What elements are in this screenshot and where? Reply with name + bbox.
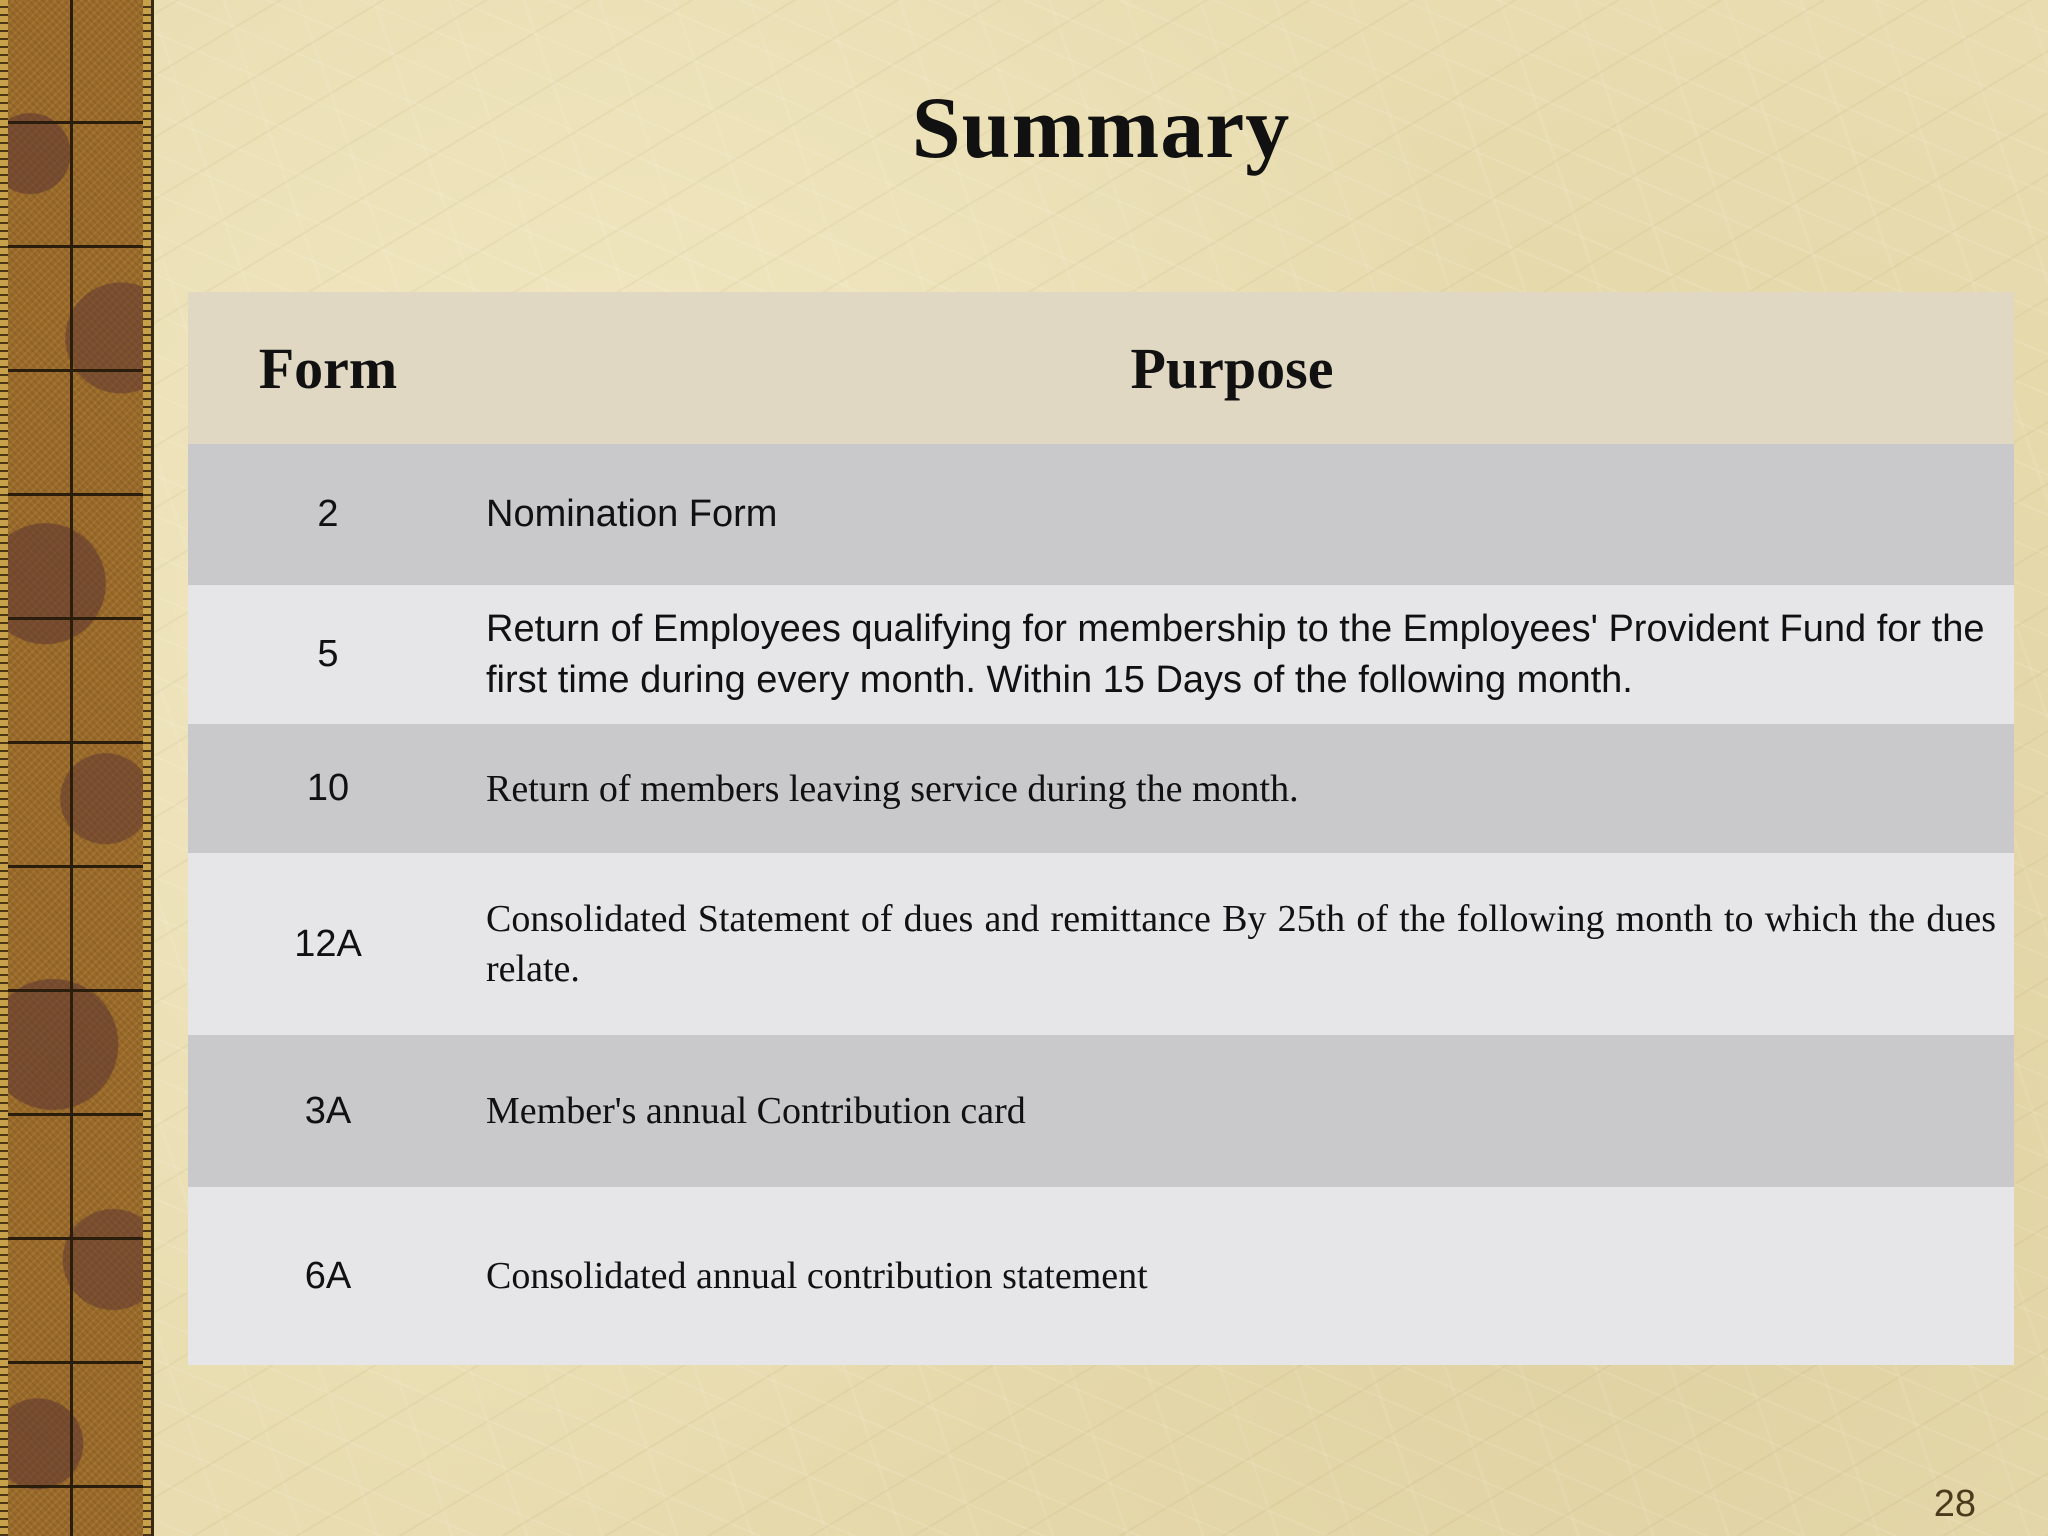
table-row: [188, 1187, 2014, 1365]
border-edge-left: [0, 0, 8, 1536]
decorative-border: [0, 0, 154, 1536]
table-row: [188, 1035, 2014, 1187]
form-purpose: Consolidated Statement of dues and remittance By 25th of the following month to which the dues relate.: [486, 898, 1996, 990]
border-grid-pattern: [0, 0, 151, 1536]
table-header-row: [188, 292, 2014, 444]
form-number: 12A: [294, 922, 362, 965]
table-row: [188, 853, 2014, 1035]
table-row: [188, 724, 2014, 853]
form-purpose: Nomination Form: [486, 493, 778, 535]
summary-table: [188, 292, 2014, 1365]
page-number: 28: [1933, 1483, 1976, 1525]
form-number: 6A: [304, 1254, 352, 1297]
table-row: [188, 585, 2014, 724]
form-purpose: Member's annual Contribution card: [486, 1090, 1026, 1132]
form-purpose: Consolidated annual contribution statement: [486, 1255, 1148, 1297]
border-edge-right: [143, 0, 151, 1536]
form-number: 10: [306, 767, 350, 809]
header-purpose: Purpose: [1130, 335, 1334, 401]
form-purpose: Return of Employees qualifying for membership to the Employees' Provident Fund for the first time during every month. Within 15 Days of the following month.: [486, 607, 1985, 701]
header-form: Form: [258, 335, 398, 401]
form-number: 5: [317, 633, 339, 675]
table-row: [188, 444, 2014, 585]
form-number: 2: [317, 493, 339, 535]
form-purpose: Return of members leaving service during the month.: [486, 767, 1299, 810]
slide-title-text: Summary: [911, 80, 1291, 177]
form-number: 3A: [304, 1089, 352, 1132]
slide-title: [154, 78, 2048, 179]
